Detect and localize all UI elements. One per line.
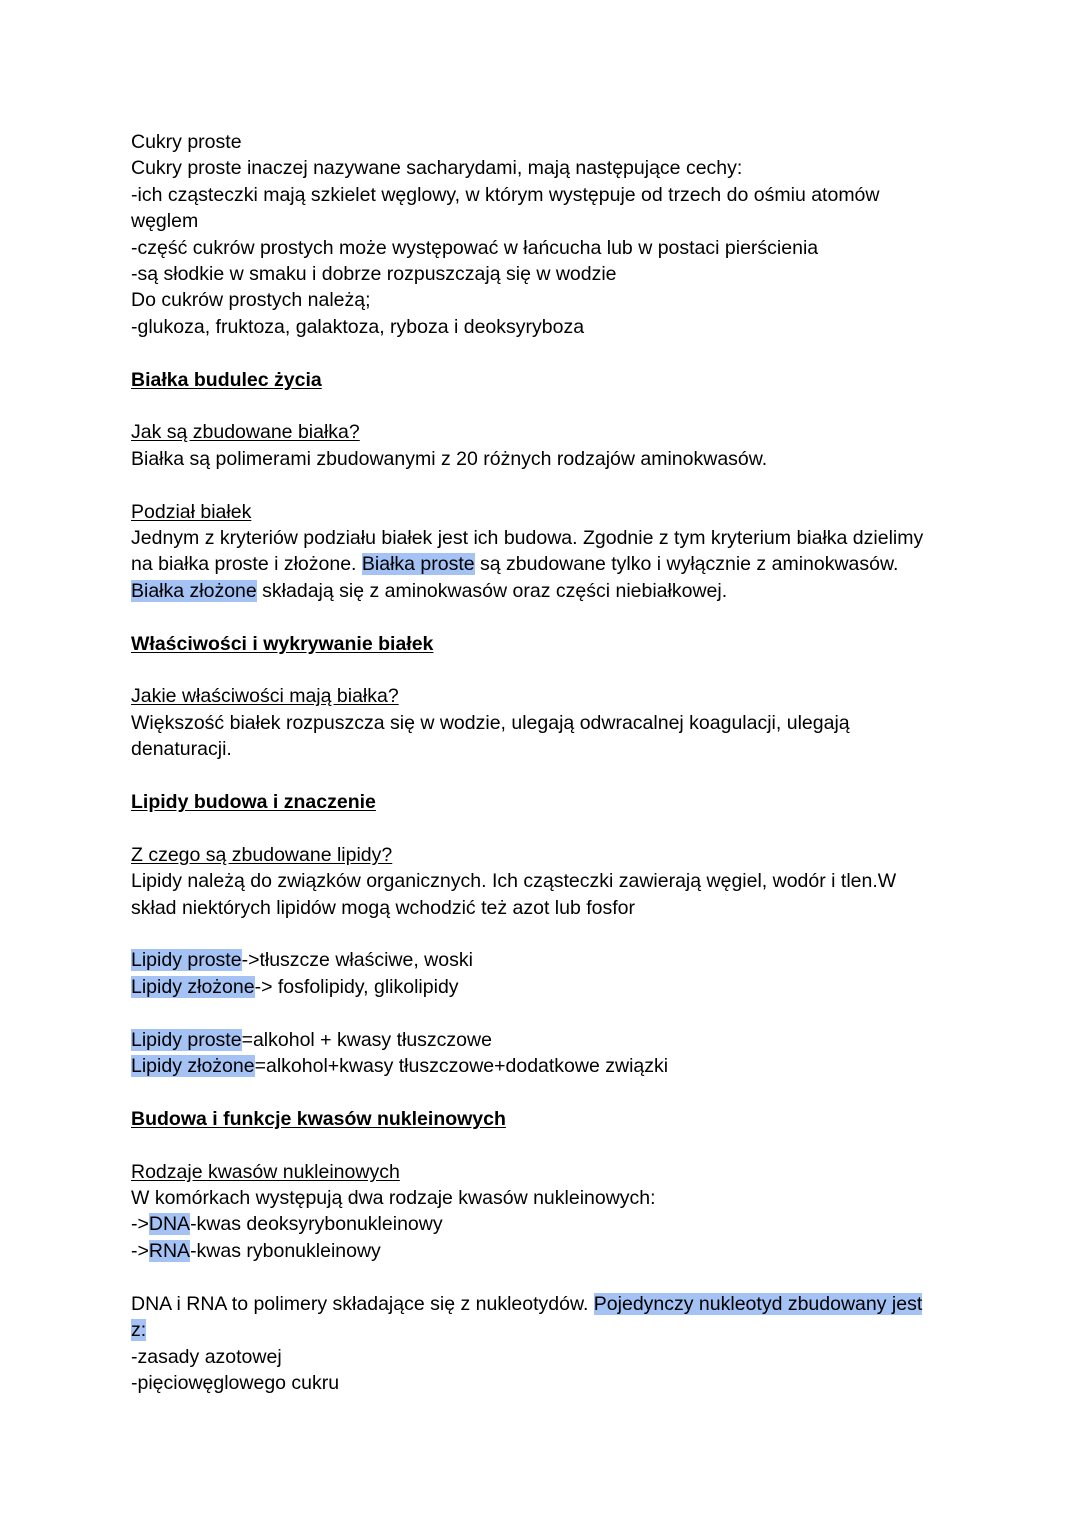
highlight: z:	[131, 1319, 147, 1342]
definition-line: Lipidy proste=alkohol + kwasy tłuszczowe	[131, 1028, 492, 1051]
list-item: -pięciowęglowego cukru	[131, 1371, 340, 1394]
list-item-continuation: węglem	[131, 210, 199, 233]
paragraph: DNA i RNA to polimery składające się z nukleotydów. Pojedynczy nukleotyd zbudowany jest	[131, 1292, 923, 1315]
definition-line: Lipidy złożone=alkohol+kwasy tłuszczowe+dodatkowe związki	[131, 1055, 669, 1078]
highlight: Lipidy proste	[131, 1028, 242, 1051]
section-heading: Budowa i funkcje kwasów nukleinowych	[131, 1107, 506, 1130]
highlight: RNA	[148, 1239, 191, 1262]
subheading: Jakie właściwości mają białka?	[131, 685, 399, 708]
paragraph: Większość białek rozpuszcza się w wodzie, ulegają odwracalnej koagulacji, ulegają	[131, 711, 850, 734]
section-heading: Lipidy budowa i znaczenie	[131, 791, 376, 814]
subheading: Rodzaje kwasów nukleinowych	[131, 1160, 400, 1183]
definition-line: Lipidy proste->tłuszcze właściwe, woski	[131, 949, 473, 972]
paragraph-line: na białka proste i złożone. Białka proste są zbudowane tylko i wyłącznie z aminokwasów.	[131, 553, 899, 576]
highlight: Pojedynczy nukleotyd zbudowany jest	[593, 1292, 923, 1315]
definition-line: Lipidy złożone-> fosfolipidy, glikolipidy	[131, 975, 459, 998]
subheading: Podział białek	[131, 500, 252, 523]
paragraph: Lipidy należą do związków organicznych. Ich cząsteczki zawierają węgiel, wodór i tlen.W	[131, 870, 897, 893]
section-title: Cukry proste	[131, 131, 242, 153]
paragraph-line: denaturacji.	[131, 738, 232, 761]
list-item: -część cukrów prostych może występować w łańcucha lub w postaci pierścienia	[131, 236, 819, 259]
paragraph: Do cukrów prostych należą;	[131, 289, 371, 312]
paragraph: Białka są polimerami zbudowanymi z 20 różnych rodzajów aminokwasów.	[131, 447, 768, 470]
subheading: Z czego są zbudowane lipidy?	[131, 843, 393, 866]
paragraph-line: skład niektórych lipidów mogą wchodzić też azot lub fosfor	[131, 896, 635, 919]
list-item: -ich cząsteczki mają szkielet węglowy, w którym występuje od trzech do ośmiu atomów	[131, 183, 880, 206]
subheading: Jak są zbudowane białka?	[131, 421, 360, 444]
paragraph-line: Białka złożone składają się z aminokwasów oraz części niebiałkowej.	[131, 579, 728, 602]
list-item: -są słodkie w smaku i dobrze rozpuszczają się w wodzie	[131, 263, 617, 286]
paragraph: Jednym z kryteriów podziału białek jest ich budowa. Zgodnie z tym kryterium białka dzielimy	[131, 527, 924, 550]
list-item: ->RNA-kwas rybonukleinowy	[131, 1239, 381, 1262]
highlight: Białka złożone	[131, 579, 257, 602]
paragraph: W komórkach występują dwa rodzaje kwasów nukleinowych:	[131, 1187, 656, 1210]
section-heading: Białka budulec życia	[131, 368, 322, 391]
paragraph-line	[131, 1317, 960, 1343]
list-item: ->DNA-kwas deoksyrybonukleinowy	[131, 1213, 443, 1236]
highlight: Lipidy złożone	[131, 975, 255, 998]
section-heading: Właściwości i wykrywanie białek	[131, 632, 434, 655]
paragraph: Cukry proste inaczej nazywane sacharydami, mają następujące cechy:	[131, 157, 743, 180]
highlight: DNA	[148, 1213, 191, 1236]
highlight: Lipidy złożone	[131, 1055, 255, 1078]
list-item: -glukoza, fruktoza, galaktoza, ryboza i deoksyryboza	[131, 315, 585, 338]
highlight: Lipidy proste	[131, 949, 242, 972]
list-item: -zasady azotowej	[131, 1345, 282, 1368]
highlight: Białka proste	[361, 553, 475, 576]
